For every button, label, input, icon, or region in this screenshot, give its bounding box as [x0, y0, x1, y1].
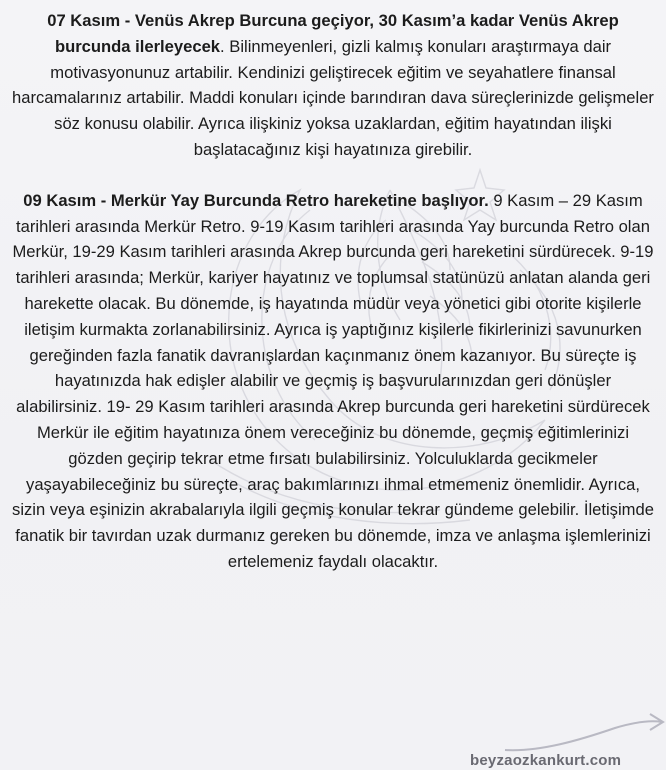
paragraph-mercury	[10, 188, 656, 575]
website-watermark: beyzaozkankurt.com	[470, 752, 622, 769]
paragraph-heading: 07 Kasım - Venüs Akrep Burcuna geçiyor, 30 Kasım’a kadar Venüs Akrep burcunda ilerleyecek	[47, 11, 619, 56]
paragraph-heading: 09 Kasım - Merkür Yay Burcunda Retro hareketine başlıyor.	[23, 190, 489, 210]
document-text	[0, 8, 666, 575]
paragraph-body: . Bilinmeyenleri, gizli kalmış konuları araştırmaya dair motivasyonunuz artabilir. Kendinizi geliştirecek eğitim ve seyahatlere finansal harcamalarınız artabilir. Maddi konuları içinde barındıran dava süreçlerinizde gelişmeler söz konusu olabilir. Ayrıca ilişkiniz yoksa uzaklardan, eğitim hayatından ilişki başlatacağınız kişi hayatınıza girebilir.	[12, 36, 654, 159]
paragraph-venus	[10, 8, 656, 163]
paragraph-body: 9 Kasım – 29 Kasım tarihleri arasında Merkür Retro. 9-19 Kasım tarihleri arasında Yay burcunda Retro olan Merkür, 19-29 Kasım tarihleri arasında Akrep burcunda geri hareketini sürdürecek. 9-19 tarihleri arasında; Merkür, kariyer hayatınız ve toplumsal statünüzü anlatan alanda geri harekette olacak. Bu dönemde, iş hayatında müdür veya yönetici gibi otorite kişilerle iletişim kurmakta zorlanabilirsiniz. Ayrıca iş yaptığınız kişilerle fikirlerinizi savunurken gereğinden fazla fanatik davranışlardan kaçınmanız önem kazanıyor. Bu süreçte iş hayatınızda hak edişler alabilir ve geçmiş iş başvurularınızdan geri dönüşler alabilirsiniz. 19- 29 Kasım tarihleri arasında Akrep burcunda geri hareketini sürdürecek Merkür ile eğitim hayatınıza önem vereceğiniz bu dönemde, geçmiş eğitimlerinizi gözden geçirip tekrar etme fırsatı bulabilirsiniz. Yolculuklarda gecikmeler yaşayabileceğiniz bu süreçte, araç bakımlarınızı ihmal etmemeniz önemlidir. Ayrıca, sizin veya eşinizin akrabalarıyla ilgili geçmiş konular tekrar gündeme gelebilir. İletişimde fanatik bir tavırdan uzak durmanız gereken bu dönemde, imza ve anlaşma işlemlerinizi ertelemeniz faydalı olacaktır.	[12, 190, 654, 571]
